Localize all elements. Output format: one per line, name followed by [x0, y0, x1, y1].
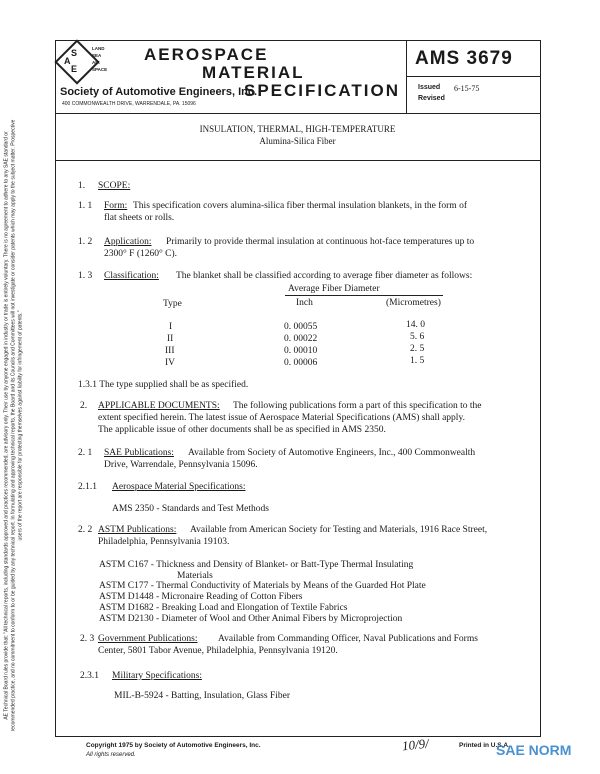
- doc-subtitle: Alumina-Silica Fiber: [259, 136, 336, 146]
- ams-divider: [406, 76, 540, 77]
- s2-title: APPLICABLE DOCUMENTS:: [98, 401, 220, 411]
- s21-number: 2. 1: [78, 448, 93, 458]
- s231-item: MIL-B-5924 - Batting, Insulation, Glass Fiber: [114, 691, 290, 701]
- s13-label: Classification:: [104, 271, 159, 281]
- astm-item: ASTM C177 - Thermal Conductivity of Materials by Means of the Guarded Hot Plate: [99, 581, 426, 591]
- astm-item: ASTM C167 - Thickness and Density of Blanket- or Batt-Type Thermal Insulating: [99, 560, 414, 570]
- s12-text: Primarily to provide thermal insulation at continuous hot-face temperatures up to: [166, 237, 475, 247]
- title-specification: SPECIFICATION: [244, 81, 401, 100]
- s12-label: Application:: [104, 237, 152, 247]
- s11-text-cont: flat sheets or rolls.: [104, 213, 175, 223]
- title-divider: [55, 160, 540, 161]
- society-name: Society of Automotive Engineers, Inc.: [60, 86, 258, 98]
- s211-item: AMS 2350 - Standards and Test Methods: [112, 504, 269, 514]
- s1-number: 1.: [78, 181, 86, 191]
- s23-label: Government Publications:: [98, 634, 198, 644]
- footer-copyright: Copyright 1975 by Society of Automotive Engineers, Inc.: [86, 742, 261, 749]
- s12-text-cont: 2300° F (1260° C).: [104, 249, 178, 259]
- s2-text: The following publications form a part of this specification to the: [233, 401, 482, 411]
- ams-number: AMS 3679: [415, 48, 513, 69]
- s131-text: 1.3.1 The type supplied shall be as specified.: [78, 380, 249, 390]
- s22-number: 2. 2: [78, 525, 93, 535]
- header-divider: [55, 113, 540, 114]
- s12-number: 1. 2: [78, 237, 93, 247]
- revised-label: Revised: [418, 95, 445, 102]
- s21-text: Available from Society of Automotive Engineers, Inc., 400 Commonwealth: [188, 448, 476, 458]
- astm-item: ASTM D1682 - Breaking Load and Elongation of Textile Fabrics: [99, 603, 348, 613]
- table-row-inch: 0. 00055: [284, 322, 318, 332]
- table-row-type: IV: [165, 358, 176, 368]
- table-group-header: Average Fiber Diameter: [288, 284, 380, 294]
- s211-number: 2.1.1: [78, 482, 97, 492]
- astm-item: ASTM D2130 - Diameter of Wool and Other Animal Fibers by Microprojection: [99, 614, 403, 624]
- table-col-type: Type: [163, 299, 182, 309]
- table-row-type: II: [167, 334, 174, 344]
- s21-label: SAE Publications:: [104, 448, 174, 458]
- table-group-underline: [285, 295, 443, 296]
- s21-text-cont: Drive, Warrendale, Pennsylvania 15096.: [104, 460, 258, 470]
- s231-label: Military Specifications:: [112, 671, 202, 681]
- footer-printed: Printed in U.S.A.: [459, 742, 510, 749]
- s22-text-cont: Philadelphia, Pennsylvania 19103.: [98, 537, 230, 547]
- s11-number: 1. 1: [78, 201, 93, 211]
- footer-rights: All rights reserved.: [86, 752, 136, 758]
- s23-text-cont: Center, 5801 Tabor Avenue, Philadelphia, Pennsylvania 19120.: [98, 646, 338, 656]
- title-aerospace: AEROSPACE: [144, 45, 269, 64]
- s22-text: Available from American Society for Testing and Materials, 1916 Race Street,: [190, 525, 488, 535]
- s23-number: 2. 3: [80, 634, 95, 644]
- table-col-inch: Inch: [296, 298, 313, 308]
- s211-label: Aerospace Material Specifications:: [112, 482, 246, 492]
- handwritten-note: 10/9/: [401, 735, 430, 754]
- s231-number: 2.3.1: [80, 671, 99, 681]
- table-row-type: III: [165, 346, 175, 356]
- table-row-inch: 0. 00022: [284, 334, 318, 344]
- table-row-inch: 0. 00010: [284, 346, 318, 356]
- astm-item-cont: Materials: [177, 571, 213, 581]
- s13-text: The blanket shall be classified according to average fiber diameter as follows:: [176, 271, 473, 281]
- s11-label: Form:: [104, 201, 128, 211]
- logo-letter-a: A: [64, 56, 71, 66]
- s11-text: This specification covers alumina-silica fiber thermal insulation blankets, in the form of: [133, 201, 467, 211]
- logo-words: LAND SEA AIR SPACE: [92, 46, 108, 72]
- table-row-micro: 1. 5: [410, 356, 425, 366]
- table-row-micro: 2. 5: [410, 344, 425, 354]
- table-row-micro: 14. 0: [406, 320, 425, 330]
- watermark-sae-norm: SAE NORM: [496, 742, 572, 758]
- s1-title: SCOPE:: [98, 181, 131, 191]
- s2-text-cont2: The applicable issue of other documents shall be as specified in AMS 2350.: [98, 425, 386, 435]
- s2-number: 2.: [80, 401, 88, 411]
- s22-label: ASTM Publications:: [98, 525, 177, 535]
- table-row-micro: 5. 6: [410, 332, 425, 342]
- title-material: MATERIAL: [202, 63, 305, 82]
- table-row-type: I: [169, 322, 173, 332]
- doc-title: INSULATION, THERMAL, HIGH-TEMPERATURE: [199, 124, 396, 134]
- society-address: 400 COMMONWEALTH DRIVE, WARRENDALE, PA. 15096: [62, 101, 196, 107]
- logo-letter-e: E: [71, 64, 78, 74]
- issued-date: 6-15-75: [454, 84, 480, 93]
- s13-number: 1. 3: [78, 271, 93, 281]
- side-disclaimer: AE Technical Board rules provide that: "All technical reports, including standards approved and practices recommended, are advisory only. Their use by anyone engaged in industry or trade is entirely voluntary. There is no agreement to adhere to any SAE standard or recommended practice, and no commitment to conform to or be guided by any technical report. In formulating and approving technical reports, the Board and its Councils and Committees will not investigate or consider patents which may apply to the subject matter. Prospective users of the report are responsible for protecting themselves against liability for infringement of patents.": [3, 119, 24, 732]
- s2-text-cont: extent specified herein. The latest issue of Aerospace Material Specifications (AMS) shall apply.: [98, 413, 465, 423]
- table-col-micro: (Micrometres): [386, 298, 441, 308]
- astm-item: ASTM D1448 - Micronaire Reading of Cotton Fibers: [99, 592, 303, 602]
- s23-text: Available from Commanding Officer, Naval Publications and Forms: [218, 634, 478, 644]
- issued-label: Issued: [418, 84, 441, 91]
- logo-letter-s: S: [71, 48, 78, 58]
- table-row-inch: 0. 00006: [284, 358, 318, 368]
